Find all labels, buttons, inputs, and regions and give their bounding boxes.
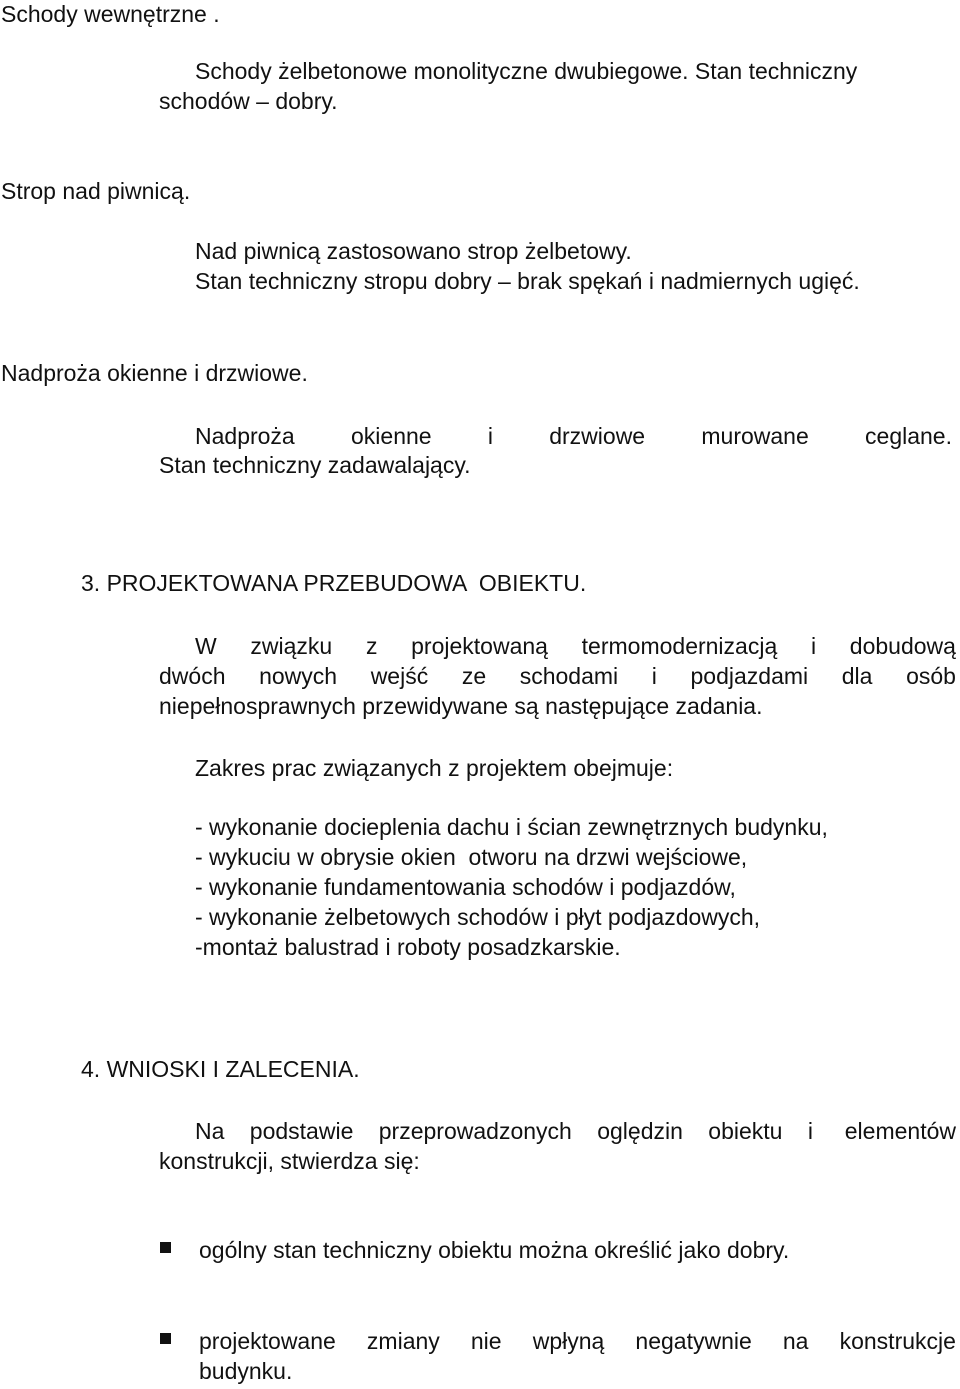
scope-item: - wykonanie docieplenia dachu i ścian zewnętrznych budynku, <box>195 814 828 840</box>
word: Nadproża <box>195 423 295 449</box>
word: dwóch <box>159 663 226 689</box>
word: na <box>782 1328 809 1354</box>
word: zmiany <box>366 1328 440 1354</box>
word: oględzin <box>597 1118 683 1144</box>
word: ceglane. <box>865 423 952 449</box>
word: i <box>651 663 657 689</box>
ceiling-text-line-1: Nad piwnicą zastosowano strop żelbetowy. <box>195 238 632 264</box>
word: drzwiowe <box>549 423 646 449</box>
chapter-3-paragraph-line-1 <box>159 632 956 660</box>
chapter-3-paragraph-line-2 <box>159 662 956 690</box>
chapter-4-heading: 4. WNIOSKI I ZALECENIA. <box>81 1056 360 1082</box>
word: okienne <box>351 423 432 449</box>
lintels-text-line-2: Stan techniczny zadawalający. <box>159 452 471 478</box>
ceiling-text-line-2: Stan techniczny stropu dobry – brak spękań i nadmiernych ugięć. <box>195 268 860 294</box>
word: wejść <box>370 663 429 689</box>
scope-item: - wykonanie fundamentowania schodów i podjazdów, <box>195 874 736 900</box>
scope-item: - wykuciu w obrysie okien otworu na drzwi wejściowe, <box>195 844 748 870</box>
section-heading-ceiling: Strop nad piwnicą. <box>1 178 191 204</box>
word: Na <box>195 1118 225 1144</box>
scope-item: -montaż balustrad i roboty posadzkarskie. <box>195 934 621 960</box>
stairs-text-line-1: Schody żelbetonowe monolityczne dwubiegowe. Stan techniczny <box>195 58 858 84</box>
word: ze <box>461 663 487 689</box>
word: projektowaną <box>411 633 548 659</box>
conclusion-bullet-2-line-2: budynku. <box>199 1358 293 1384</box>
word: z <box>365 633 378 659</box>
word: związku <box>250 633 333 659</box>
word: podstawie <box>249 1118 354 1144</box>
word: negatywnie <box>635 1328 752 1354</box>
word: przeprowadzonych <box>378 1118 572 1144</box>
conclusion-bullet-2-line-1 <box>199 1327 956 1355</box>
bullet-square-icon <box>160 1333 171 1344</box>
word: W <box>195 633 217 659</box>
bullet-square-icon <box>160 1242 171 1253</box>
word: nie <box>470 1328 502 1354</box>
scope-item: - wykonanie żelbetowych schodów i płyt podjazdowych, <box>195 904 761 930</box>
word: projektowane <box>199 1328 336 1354</box>
word: i <box>810 633 817 659</box>
scope-intro: Zakres prac związanych z projektem obejmuje: <box>195 755 674 781</box>
word: schodami <box>519 663 619 689</box>
chapter-4-intro-line-1 <box>159 1117 956 1145</box>
word: osób <box>906 663 956 689</box>
word: konstrukcje <box>839 1328 956 1354</box>
word: termomodernizacją <box>581 633 778 659</box>
word: obiektu <box>708 1118 783 1144</box>
word: dla <box>841 663 873 689</box>
lintels-text-line-1 <box>195 422 952 450</box>
word: i <box>487 423 493 449</box>
word: murowane <box>701 423 809 449</box>
chapter-3-heading: 3. PROJEKTOWANA PRZEBUDOWA OBIEKTU. <box>81 570 587 596</box>
word: dobudową <box>849 633 956 659</box>
chapter-3-paragraph-line-3: niepełnosprawnych przewidywane są następujące zadania. <box>159 693 763 719</box>
chapter-4-intro-line-2: konstrukcji, stwierdza się: <box>159 1148 420 1174</box>
word: nowych <box>259 663 338 689</box>
word: wpłyną <box>532 1328 605 1354</box>
section-heading-stairs: Schody wewnętrzne . <box>1 1 220 27</box>
stairs-text-line-2: schodów – dobry. <box>159 88 338 114</box>
conclusion-bullet-1: ogólny stan techniczny obiektu można określić jako dobry. <box>199 1237 790 1263</box>
section-heading-lintels: Nadproża okienne i drzwiowe. <box>1 360 308 386</box>
word: podjazdami <box>690 663 809 689</box>
word: i <box>807 1118 813 1144</box>
word: elementów <box>838 1118 956 1144</box>
